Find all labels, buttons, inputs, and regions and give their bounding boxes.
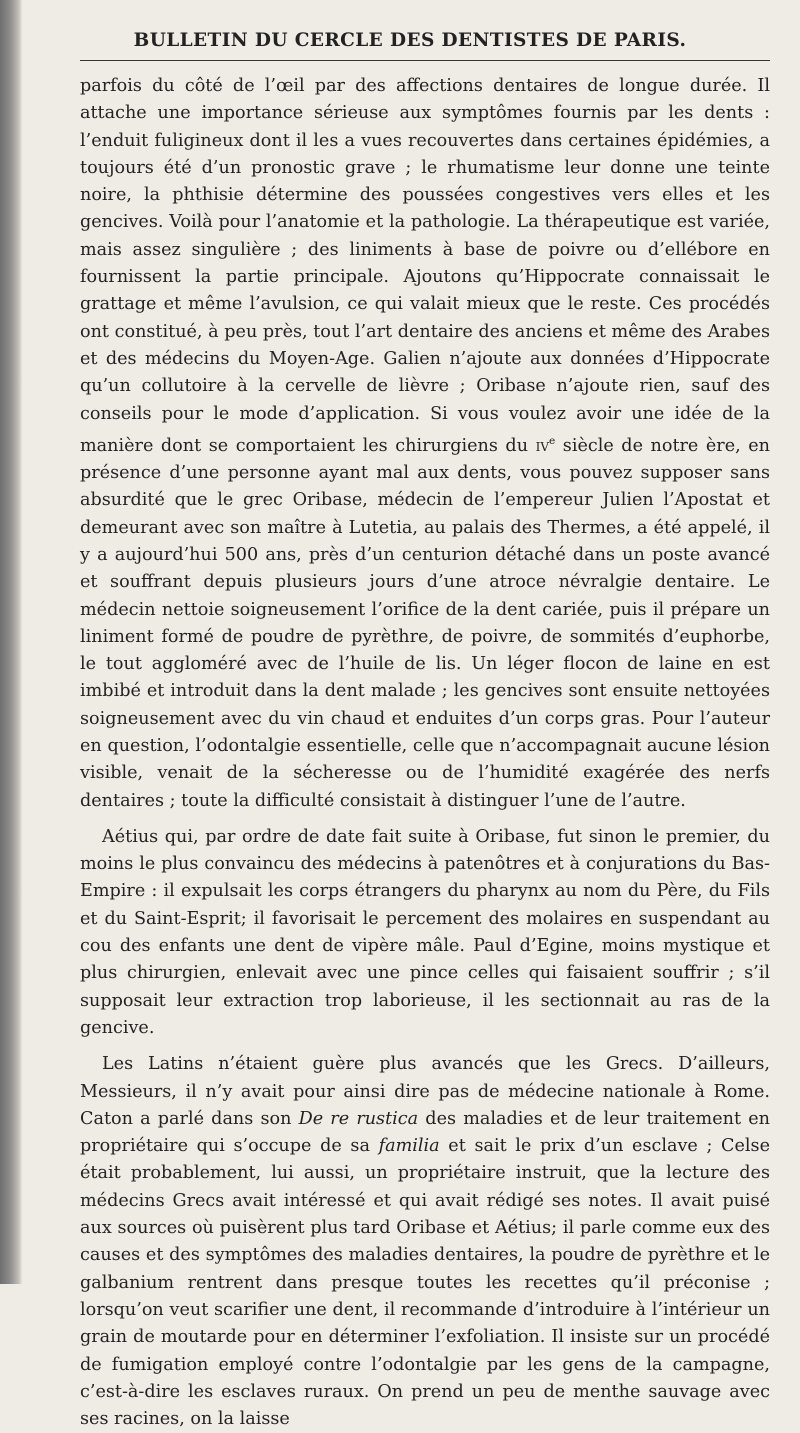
text-run: Les Latins n’étaient guère plus avancés que les Grecs. D’ailleurs, Messieurs, il n’y avait pour ainsi dire pas de médecine nationale à Rome. Caton a parlé dans son — [80, 1054, 770, 1129]
header-rule — [80, 60, 770, 61]
body-text — [80, 73, 770, 1433]
text-run: Aétius qui, par ordre de date fait suite à Oribase, fut sinon le premier, du moins le plus convaincu des médecins à patenôtres et à conjurations du Bas-Empire : il expulsait les corps étrangers du pharynx au nom du Père, du Fils et du Saint-Esprit; il favorisait le percement des molaires en suspendant au cou des enfants une dent de vipère mâle. Paul d’Egine, moins mystique et plus chirurgien, enlevait avec une pince celles qui faisaient souffrir ; s’il supposait leur extraction trop laborieuse, il les sectionnait au ras de la gencive. — [80, 826, 770, 1038]
italic-run: familia — [378, 1136, 440, 1157]
small-caps-run: iv — [535, 435, 549, 456]
book-binding-edge — [0, 0, 22, 1284]
text-run: et sait le prix d’un esclave ; Celse était probablement, lui aussi, un propriétaire instruit, que la lecture des médecins Grecs avait intéressé et qui avait rédigé ses notes. Il avait puisé aux sources où puisèrent plus tard Oribase et Aétius; il parle comme eux des causes et des symptômes des maladies dentaires, la poudre de pyrèthre et le galbanium rentrent dans presque toutes les recettes qu’il préconise ; lorsqu’on veut scarifier une dent, il recommande d’introduire à l’intérieur un grain de moutarde pour en déterminer l’exfoliation. Il insiste sur un procédé de fumigation employé contre l’odontalgie par les gens de la campagne, c’est-à-dire les esclaves ruraux. On prend un peu de menthe sauvage avec ses racines, on la laisse — [80, 1136, 770, 1430]
paragraph — [80, 824, 770, 1042]
text-run: des maladies et de leur traitement en propriétaire qui s’occupe de sa — [80, 1108, 770, 1157]
text-run: siècle de notre ère, en présence d’une personne ayant mal aux dents, vous pouvez supposer sans absurdité que le grec Oribase, médecin de l’empereur Julien l’Apostat et demeurant avec son maître à Lutetia, au palais des Thermes, a été appelé, il y a aujourd’hui 500 ans, près d’un centurion détaché dans un poste avancé et souffrant depuis plusieurs jours d’une atroce névralgie dentaire. Le médecin nettoie soigneusement l’orifice de la dent cariée, puis il prépare un liniment formé de poudre de pyrèthre, de poivre, de sommités d’euphorbe, le tout aggloméré avec de l’huile de lis. Un léger flocon de laine en est imbibé et introduit dans la dent malade ; les gencives sont ensuite nettoyées soigneusement avec du vin chaud et enduites d’un corps gras. Pour l’auteur en question, l’odontalgie essentielle, celle que n’accompagnait aucune lésion visible, venait de la sécheresse ou de l’humidité exagérée des nerfs dentaires ; toute la difficulté consistait à distinguer l’une de l’autre. — [80, 435, 771, 811]
running-header: BULLETIN DU CERCLE DES DENTISTES DE PARIS. — [133, 30, 687, 51]
paragraph — [80, 1051, 770, 1433]
italic-run: De re rustica — [298, 1108, 419, 1129]
text-run: parfois du côté de l’œil par des affections dentaires de longue durée. Il attache une importance sérieuse aux symptômes fournis par les dents : l’enduit fuligineux dont il les a vues recouvertes dans certaines épidémies, a toujours été d’un pronostic grave ; le rhumatisme leur donne une teinte noire, la phthisie détermine des poussées congestives vers elles et les gencives. Voilà pour l’anatomie et la pathologie. La thérapeutique est variée, mais assez singulière ; des liniments à base de poivre ou d’ellébore en fournissent la partie principale. Ajoutons qu’Hippocrate connaissait le grattage et même l’avulsion, ce qui valait mieux que le reste. Ces procédés ont constitué, à peu près, tout l’art dentaire des anciens et même des Arabes et des médecins du Moyen-Age. Galien n’ajoute aux données d’Hippocrate qu’un collutoire à la cervelle de lièvre ; Oribase n’ajoute rien, sauf des conseils pour le mode d’application. Si vous voulez avoir une idée de la manière dont se comportaient les chirurgiens du — [80, 76, 770, 456]
document-page — [28, 0, 792, 1430]
paragraph — [80, 73, 770, 815]
superscript-run: e — [549, 434, 556, 447]
